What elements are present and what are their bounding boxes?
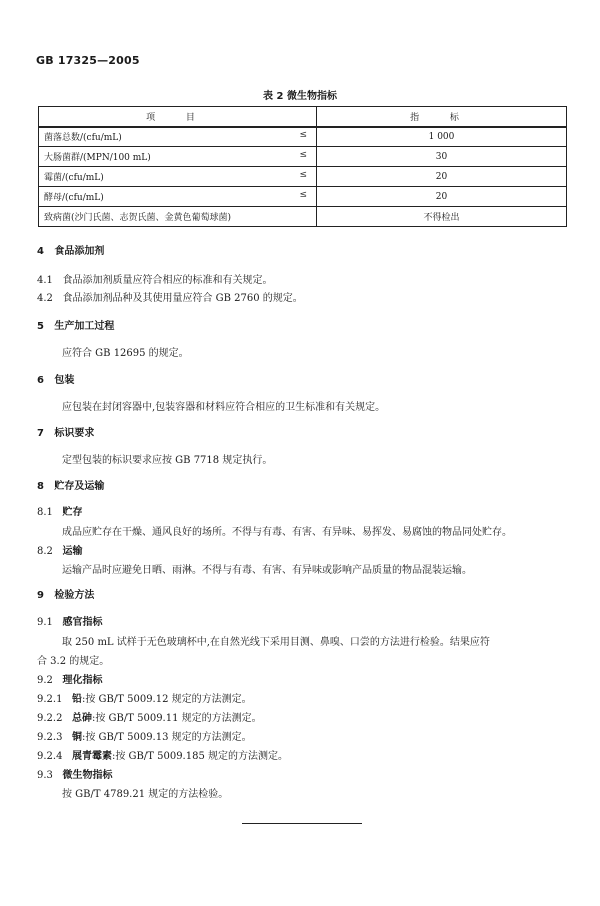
clause-4-1: 4.1 食品添加剂质量应符合相应的标准和有关规定。 <box>37 275 273 286</box>
column-header-index: 指 标 <box>317 107 567 127</box>
clause-9-2-1: 9.2.1 铅:按 GB/T 5009.12 规定的方法测定。 <box>37 694 252 705</box>
table-caption: 表 2 微生物指标 <box>263 91 337 102</box>
row-item-name: 大肠菌群/(MPN/100 mL) <box>44 153 151 163</box>
section-5-heading: 5 生产加工过程 <box>37 321 115 332</box>
row-value: 30 <box>317 147 567 167</box>
clause-9-3-heading: 9.3 微生物指标 <box>37 770 113 781</box>
less-equal-symbol: ≤ <box>299 150 307 160</box>
clause-8-2-text: 运输产品时应避免日晒、雨淋。不得与有毒、有害、有异味或影响产品质量的物品混装运输。 <box>62 565 472 576</box>
clause-9-2-3: 9.2.3 铜:按 GB/T 5009.13 规定的方法测定。 <box>37 732 252 743</box>
row-value: 20 <box>317 187 567 207</box>
section-6-text: 应包装在封闭容器中,包装容器和材料应符合相应的卫生标准和有关规定。 <box>62 402 386 413</box>
table-header-row <box>39 107 567 127</box>
table-row <box>39 207 567 227</box>
row-item-name: 霉菌/(cfu/mL) <box>44 173 104 183</box>
clause-9-2-heading: 9.2 理化指标 <box>37 675 103 686</box>
table-row <box>39 147 567 167</box>
row-item-name: 菌落总数/(cfu/mL) <box>44 133 122 144</box>
clause-9-1-heading: 9.1 感官指标 <box>37 617 103 628</box>
clause-8-1-text: 成品应贮存在干燥、通风良好的场所。不得与有毒、有害、有异味、易挥发、易腐蚀的物品同处贮存。 <box>62 527 512 538</box>
section-4-heading: 4 食品添加剂 <box>37 246 105 257</box>
clause-4-2: 4.2 食品添加剂品种及其使用量应符合 GB 2760 的规定。 <box>37 293 303 304</box>
clause-9-1-text-line1: 取 250 mL 试样于无色玻璃杯中,在自然光线下采用目测、鼻嗅、口尝的方法进行检验。结果应符 <box>62 637 490 648</box>
table-row <box>39 187 567 207</box>
row-value: 不得检出 <box>317 207 567 227</box>
column-header-item: 项 目 <box>39 107 317 127</box>
standard-code: GB 17325—2005 <box>36 54 140 67</box>
clause-9-2-4: 9.2.4 展青霉素:按 GB/T 5009.185 规定的方法测定。 <box>37 751 288 762</box>
end-divider-line <box>242 823 362 824</box>
section-5-text: 应符合 GB 12695 的规定。 <box>62 348 189 359</box>
microbial-index-table <box>38 106 567 227</box>
section-9-heading: 9 检验方法 <box>37 590 95 601</box>
row-item-name: 致病菌(沙门氏菌、志贺氏菌、金黄色葡萄球菌) <box>44 213 232 223</box>
clause-8-2-heading: 8.2 运输 <box>37 546 83 557</box>
clause-9-2-2: 9.2.2 总砷:按 GB/T 5009.11 规定的方法测定。 <box>37 713 262 724</box>
clause-9-3-text: 按 GB/T 4789.21 规定的方法检验。 <box>62 789 229 800</box>
section-7-heading: 7 标识要求 <box>37 428 95 439</box>
row-value: 1 000 <box>317 127 567 147</box>
less-equal-symbol: ≤ <box>299 170 307 180</box>
row-value: 20 <box>317 167 567 187</box>
section-8-heading: 8 贮存及运输 <box>37 481 105 492</box>
section-7-text: 定型包装的标识要求应按 GB 7718 规定执行。 <box>62 455 273 466</box>
table-row <box>39 127 567 147</box>
less-equal-symbol: ≤ <box>299 130 307 141</box>
clause-9-1-text-line2: 合 3.2 的规定。 <box>37 656 110 667</box>
row-item-name: 酵母/(cfu/mL) <box>44 193 104 203</box>
table-row <box>39 167 567 187</box>
section-6-heading: 6 包装 <box>37 375 75 386</box>
less-equal-symbol: ≤ <box>299 190 307 200</box>
clause-8-1-heading: 8.1 贮存 <box>37 507 83 518</box>
